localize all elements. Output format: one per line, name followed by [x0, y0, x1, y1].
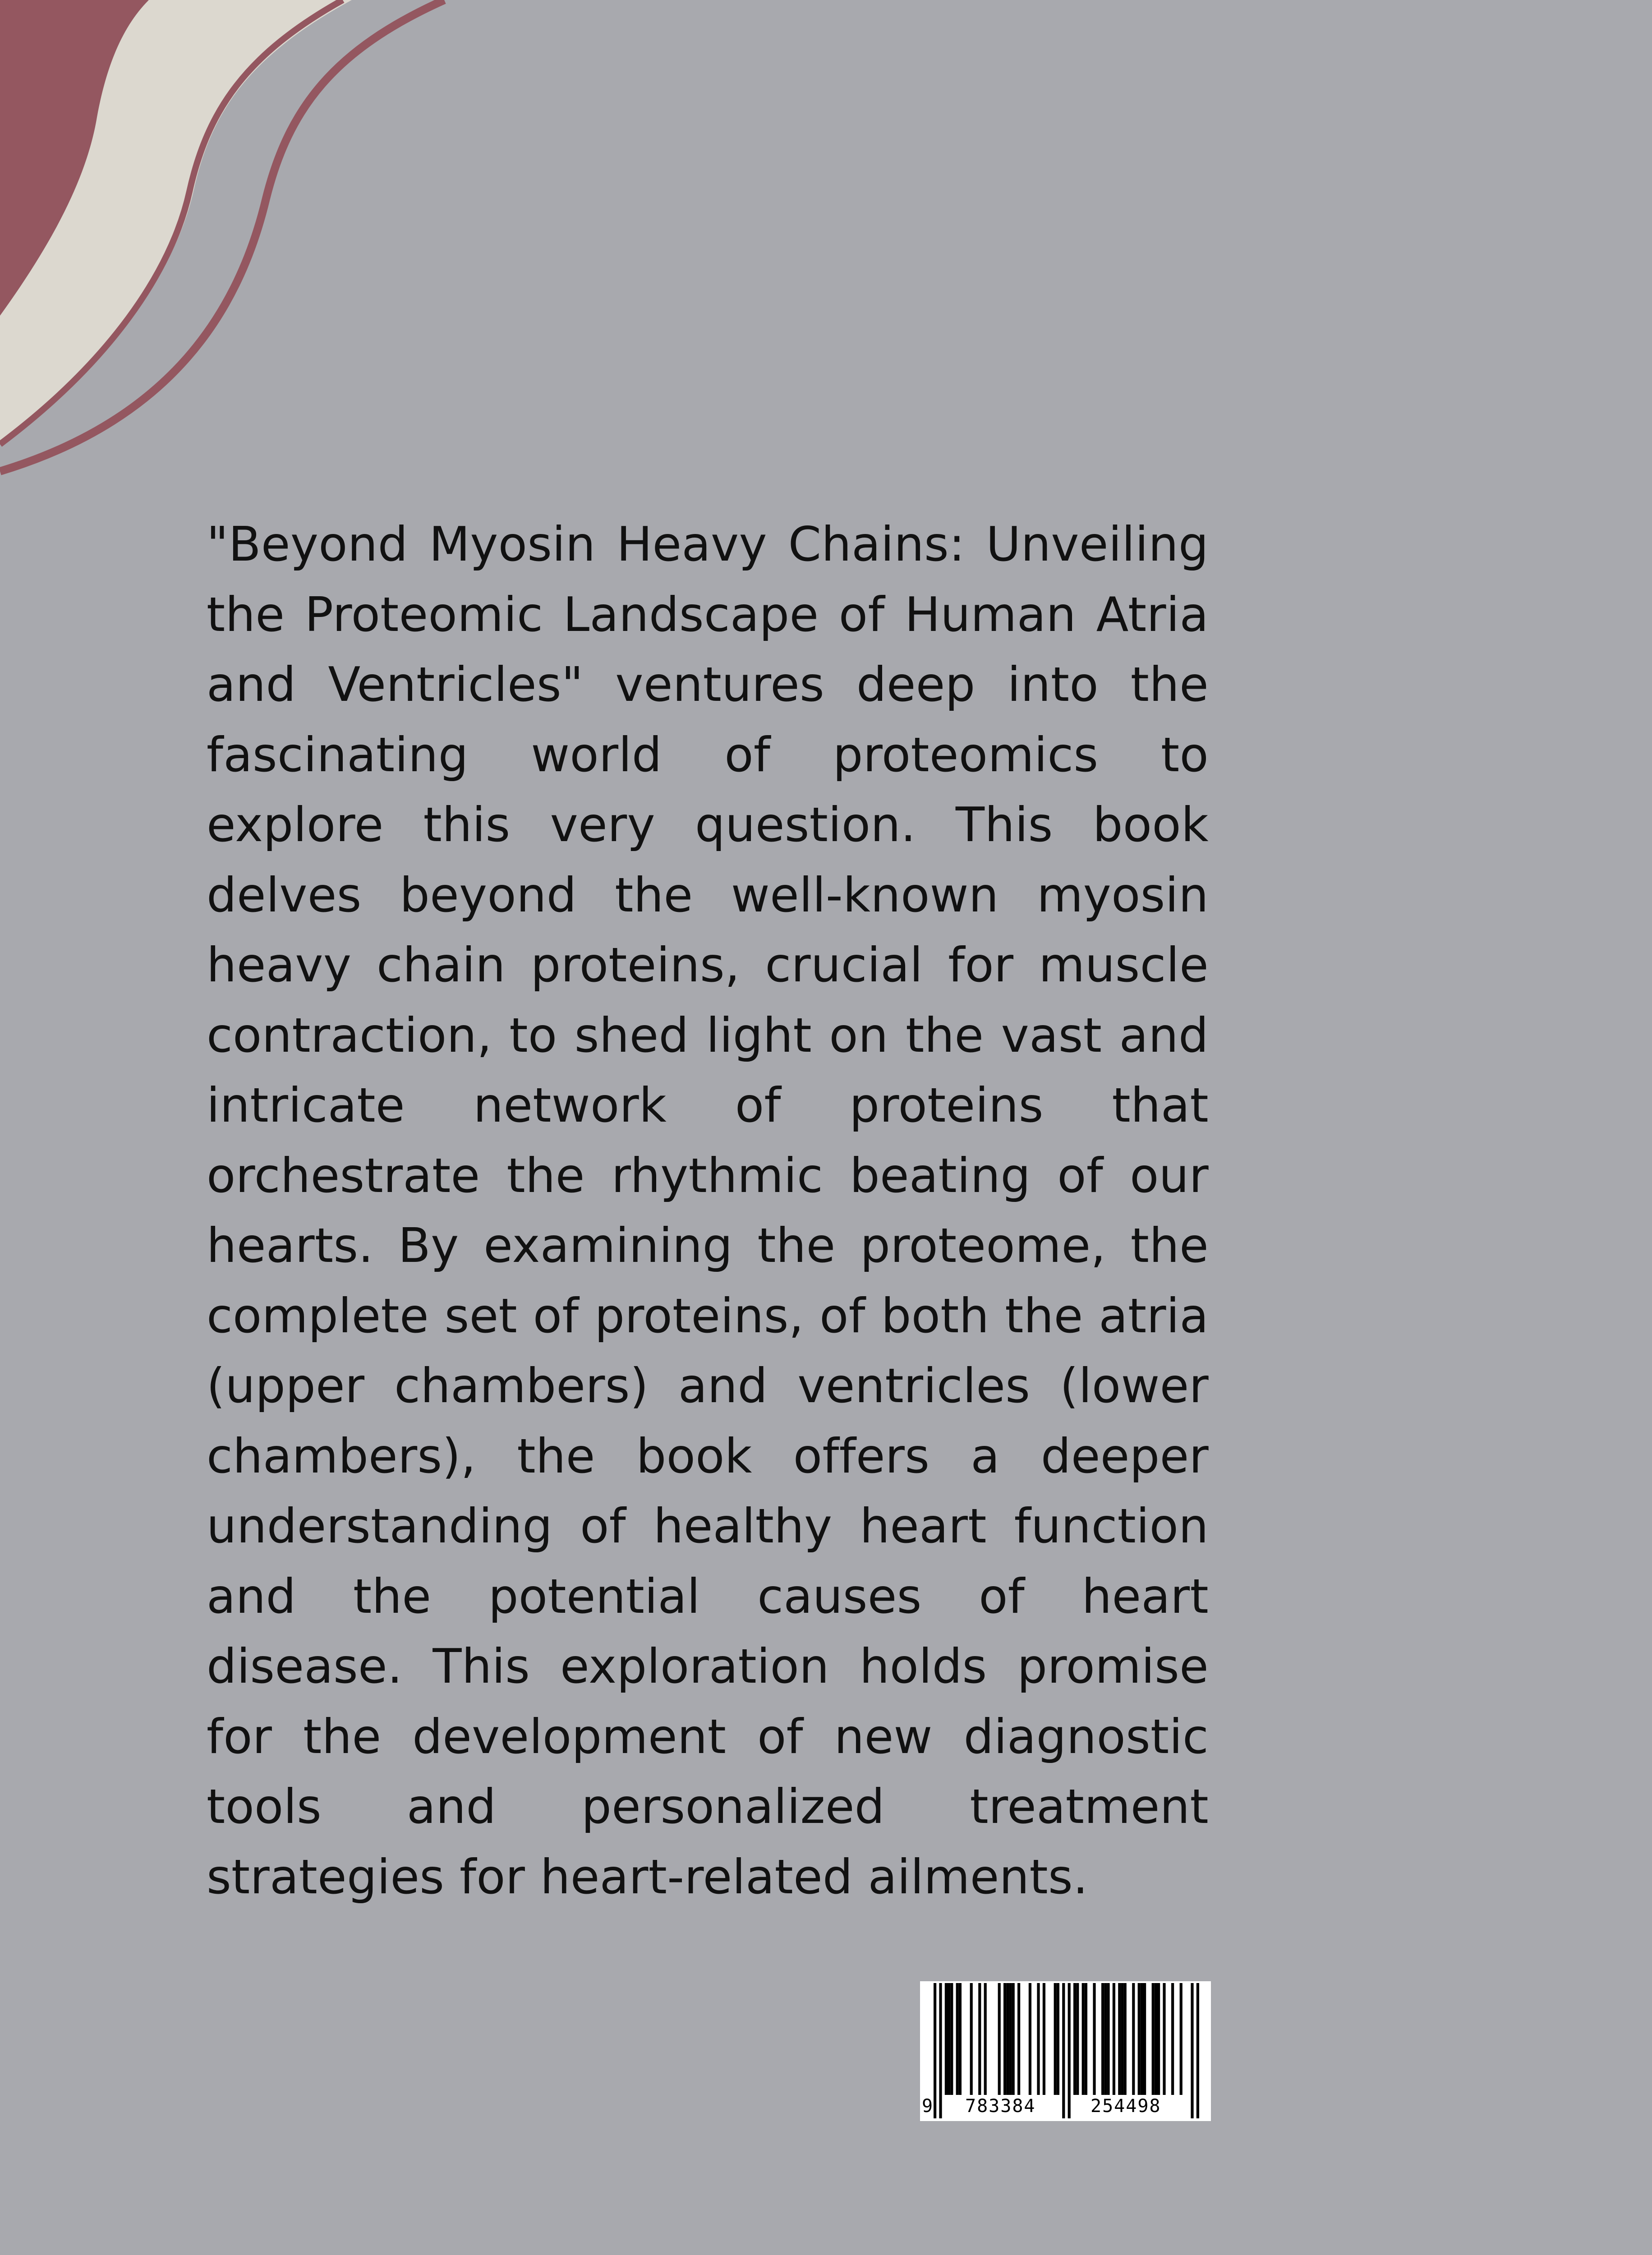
- barcode-bar: [956, 1983, 959, 2095]
- barcode-bar: [1196, 1983, 1199, 2118]
- isbn-barcode: [920, 1981, 1211, 2121]
- barcode-bar: [950, 1983, 953, 2095]
- barcode-bar: [1062, 1983, 1065, 2118]
- barcode-bar: [1163, 1983, 1165, 2095]
- corner-wave-decoration: [0, 0, 496, 496]
- barcode-bar: [1073, 1983, 1076, 2095]
- barcode-bar: [1121, 1983, 1123, 2095]
- barcode-bar: [1101, 1983, 1104, 2095]
- barcode-bar: [1057, 1983, 1059, 2095]
- barcode-bar: [1009, 1983, 1012, 2095]
- barcode-bar: [1003, 1983, 1006, 2095]
- barcode-bar: [1132, 1983, 1135, 2095]
- barcode-bar: [1124, 1983, 1127, 2095]
- barcode-bar: [1118, 1983, 1121, 2095]
- barcode-bar: [934, 1983, 936, 2118]
- barcode-bar: [1012, 1983, 1015, 2095]
- barcode-bar: [1107, 1983, 1109, 2095]
- barcode-left-digits: 783384: [965, 2096, 1036, 2117]
- barcode-bar: [1191, 1983, 1193, 2118]
- barcode-bar: [1029, 1983, 1031, 2095]
- barcode-bar: [1054, 1983, 1057, 2095]
- barcode-bar: [1143, 1983, 1146, 2095]
- barcode-bar: [948, 1983, 950, 2095]
- barcode-bar: [1157, 1983, 1160, 2095]
- barcode-bar: [1171, 1983, 1174, 2095]
- barcode-bars: [920, 1981, 1211, 2121]
- barcode-bar: [1141, 1983, 1143, 2095]
- barcode-bar: [1155, 1983, 1157, 2095]
- barcode-bar: [998, 1983, 1001, 2095]
- barcode-bar: [1180, 1983, 1183, 2095]
- barcode-bar: [1082, 1983, 1085, 2095]
- barcode-bar: [1113, 1983, 1115, 2095]
- back-cover-blurb: "Beyond Myosin Heavy Chains: Unveiling the Proteomic Landscape of Human Atria and Ventricles" ventures deep into the fascinating world of proteomics to explore this very question. This book delves beyond the well-known myosin heavy chain proteins, crucial for muscle contraction, to shed light on the vast and intricate network of proteins that orchestrate the rhythmic beating of our hearts. By examining the proteome, the complete set of proteins, of both the atria (upper chambers) and ventricles (lower chambers), the book offers a deeper understanding of healthy heart function and the potential causes of heart disease. This exploration holds promise for the development of new diagnostic tools and personalized treatment strategies for heart-related ailments.: [207, 517, 1209, 1905]
- barcode-right-digits: 254498: [1091, 2096, 1161, 2117]
- barcode-bar: [978, 1983, 981, 2095]
- barcode-bar: [1037, 1983, 1040, 2095]
- barcode-bar: [1017, 1983, 1020, 2095]
- barcode-bar: [1076, 1983, 1079, 2095]
- barcode-bar: [945, 1983, 948, 2095]
- barcode-bar: [1068, 1983, 1071, 2118]
- barcode-bar: [939, 1983, 942, 2118]
- barcode-bar: [1152, 1983, 1155, 2095]
- barcode-bar: [959, 1983, 962, 2095]
- barcode-bar: [984, 1983, 987, 2095]
- barcode-bar: [1006, 1983, 1009, 2095]
- barcode-lead-digit: 9: [922, 2096, 934, 2117]
- barcode-bar: [1043, 1983, 1045, 2095]
- barcode-bar: [1138, 1983, 1141, 2095]
- barcode-bar: [1093, 1983, 1095, 2095]
- barcode-bar: [1085, 1983, 1087, 2095]
- barcode-bar: [970, 1983, 973, 2095]
- barcode-bar: [1104, 1983, 1107, 2095]
